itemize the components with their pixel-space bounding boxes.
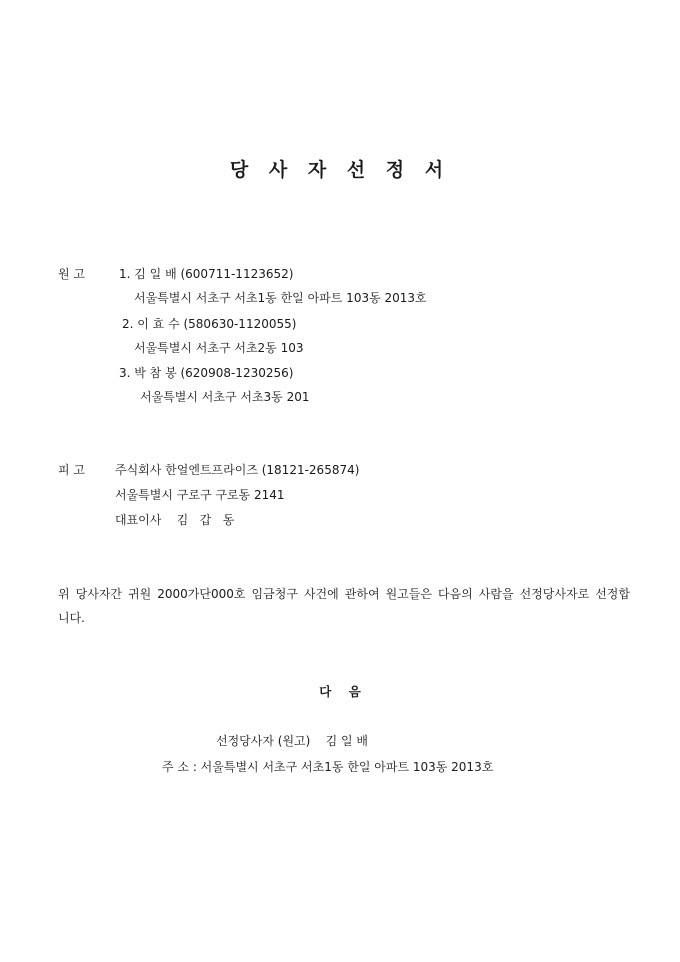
plaintiff-2-address: 서울특별시 서초구 서초2동 103	[134, 341, 304, 355]
defendant-label: 피 고	[58, 463, 85, 477]
plaintiff-1-address: 서울특별시 서초구 서초1동 한일 아파트 103동 2013호	[134, 291, 427, 305]
selected-party-address: 주 소 : 서울특별시 서초구 서초1동 한일 아파트 103동 2013호	[162, 760, 494, 774]
document-title: 당 사 자 선 정 서	[229, 159, 451, 181]
plaintiff-1-name: 1. 김 일 배 (600711-1123652)	[119, 267, 294, 281]
defendant-representative: 대표이사 김 갑 동	[115, 513, 235, 527]
plaintiffs-label: 원 고	[58, 267, 85, 281]
defendant-address: 서울특별시 구로구 구로동 2141	[115, 488, 285, 502]
defendant-company: 주식회사 한얼엔트프라이즈 (18121-265874)	[115, 463, 360, 477]
plaintiff-3-address: 서울특별시 서초구 서초3동 201	[140, 390, 310, 404]
plaintiff-3-name: 3. 박 참 봉 (620908-1230256)	[119, 366, 294, 380]
plaintiff-2-name: 2. 이 효 수 (580630-1120055)	[122, 317, 297, 331]
selected-party: 선정당사자 (원고) 김 일 배	[216, 734, 368, 748]
section-heading: 다 음	[319, 684, 361, 699]
statement-paragraph: 위 당사자간 귀원 2000가단000호 임금청구 사건에 관하여 원고들은 다음의 사람을 선정당사자로 선정합니다.	[58, 587, 630, 625]
